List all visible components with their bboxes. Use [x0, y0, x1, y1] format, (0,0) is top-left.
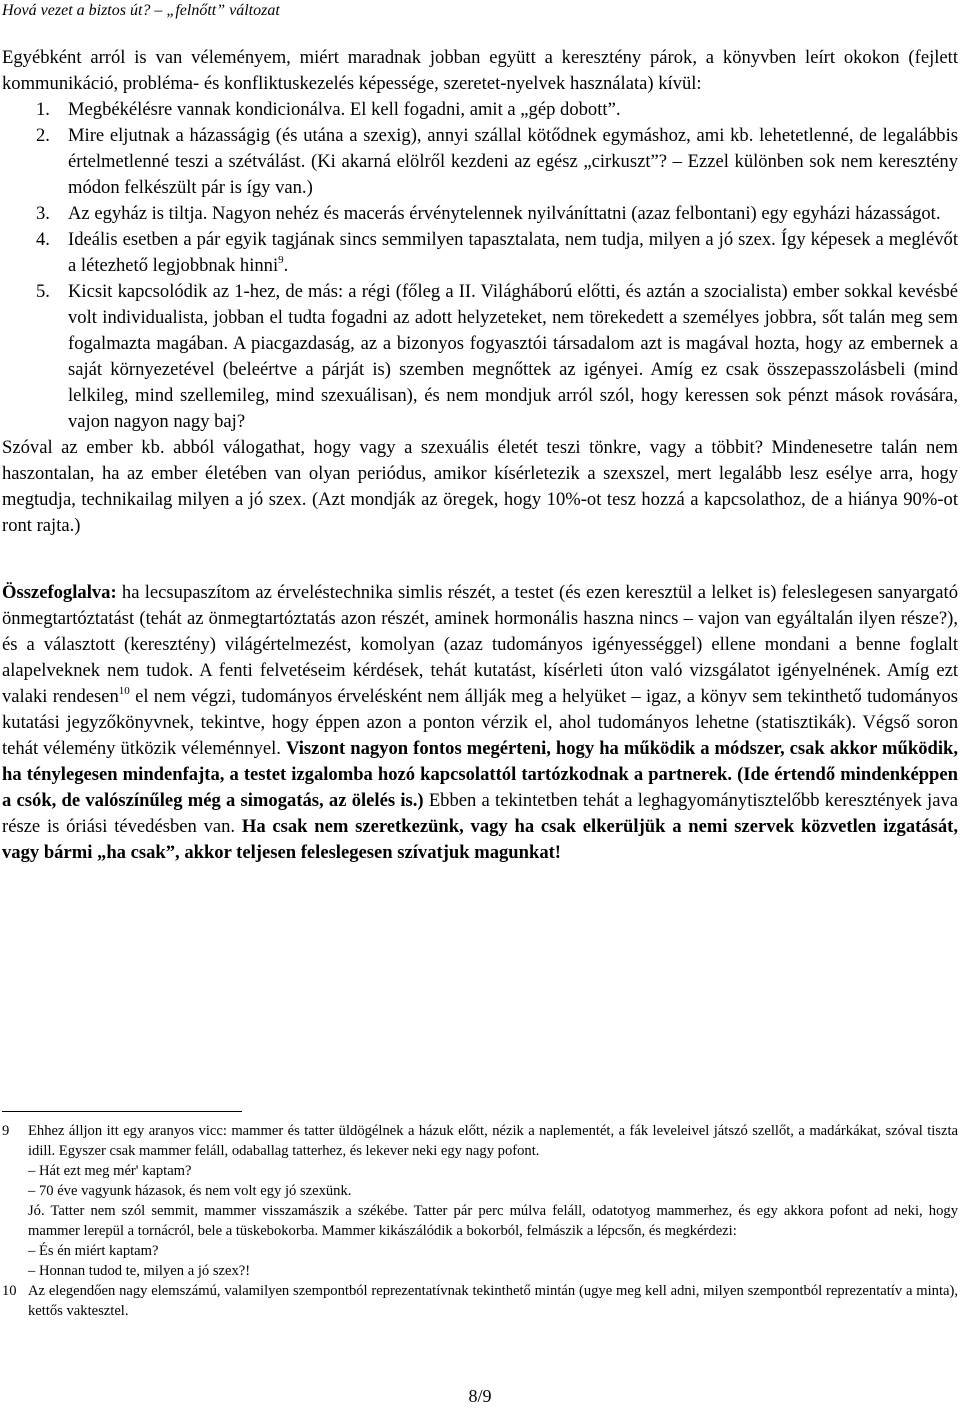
footnote-10	[2, 1281, 958, 1321]
footnote-ref-10[interactable]: 10	[118, 685, 130, 697]
list-item	[2, 97, 958, 123]
list-item-number: 1.	[36, 99, 50, 120]
list-item-number: 4.	[36, 229, 50, 250]
list-item-text: Mire eljutnak a házasságig (és utána a szexig), annyi szállal kötődnek egymáshoz, ami kb. lehetetlenné, de legalábbis értelmetlenné teszi a szétválást. (Ki akarná elölről kezdeni az egész „cirkuszt”? – Ezzel különben sok nem keresztény módon felkészült pár is így van.)	[68, 125, 958, 198]
running-header: Hová vezet a biztos út? – „felnőtt” változat	[2, 2, 280, 19]
conclusion-paragraph: Szóval az ember kb. abból válogathat, hogy vagy a szexuális életét teszi tönkre, vagy a többit? Mindenesetre talán nem haszontalan, ha az ember életében van olyan periódus, amikor kísérletezik a szexszel, mert legalább lesz esélye arra, hogy megtudja, technikailag milyen a jó szex. (Azt mondják az öregek, hogy 10%-ot tesz hozzá a kapcsolathoz, de a hiánya 90%-ot ront rajta.)	[2, 437, 958, 536]
list-item-text: Az egyház is tiltja. Nagyon nehéz és macerás érvénytelennek nyilváníttatni (azaz felbontani) egy egyházi házasságot.	[68, 203, 941, 224]
list-item-text: Ideális esetben a pár egyik tagjának sincs semmilyen tapasztalata, nem tudja, milyen a jó szex. Így képesek a meglévőt a létezhető legjobbnak hinni	[68, 229, 958, 276]
list-item-text-end: .	[283, 255, 289, 276]
footnote-line: Ehhez álljon itt egy aranyos vicc: mammer és tatter üldögélnek a házuk előtt, nézik a naplementét, a fák leveleivel játszó szellőt, a madárkákat, szóval tiszta idill. Egyszer csak mammer feláll, odaballag tatterhez, és lekever neki egy nagy pofont.	[28, 1123, 958, 1159]
list-item-text: Kicsit kapcsolódik az 1-hez, de más: a régi (főleg a II. Világháború előtti, és aztán a szocialista) ember sokkal kevésbé volt individualista, jobban el tudta fogadni az adott helyzeteket, nem törekedett a személyes jobbra, sőt talán meg sem fogalmazta magában. A piacgazdaság, az a bizonyos fogyasztói társadalom azt is magával hozta, hogy az embernek a saját környezetével (beleértve a párját is) szemben megnőttek az igényei. Amíg ez csak összepasszolásbeli (mind lelkileg, mind szellemileg, mind szexuálisan), és nem mondjuk arról szól, hogy keressen sok pénzt mások rovására, vajon nagyon nagy baj?	[68, 281, 958, 432]
list-item-number: 2.	[36, 125, 50, 146]
footnote-line: – 70 éve vagyunk házasok, és nem volt egy jó szexünk.	[28, 1183, 352, 1199]
reasons-list	[2, 97, 958, 435]
footnote-number: 9	[2, 1123, 10, 1139]
footnote-line: Az elegendően nagy elemszámú, valamilyen szempontból reprezentatívnak tekinthető mintán (ugye meg kell adni, milyen szempontból reprezentatív a minta), kettős vaktesztel.	[28, 1283, 958, 1319]
summary-bold-1: Viszont nagyon fontos megérteni, hogy ha működik a módszer, csak akkor működik, ha ténylegesen mindenfajta, a testet izgalomba hozó kapcsolattól tartózkodnak a partnerek. (Ide értendő mindenképpen a csók, de valószínűleg még a simogatás, az ölelés is.)	[2, 738, 959, 811]
footnote-number: 10	[2, 1283, 17, 1299]
footnote-separator	[2, 1111, 242, 1112]
summary-text-1: ha lecsupaszítom az érveléstechnika simlis részét, a testet (és ezen keresztül a lelket is) feleslegesen sanyargató önmegtartóztatást (tehát az önmegtartóztatás azon részét, aminek hormonális haszna nincs – vajon van egyáltalán ilyen része?), és a választott (keresztény) világértelmezést, komolyan (azaz tudományos igényességgel) ellene mondani a benne foglalt alapelveknek nem tudok. A fenti felvetéseim kérdések, tehát kutatást, kísérleti úton való vizsgálatot igényelnének. Amíg ezt valaki rendesen	[2, 582, 958, 707]
page-number: 8/9	[468, 1386, 492, 1406]
footnote-line: – És én miért kaptam?	[28, 1243, 159, 1259]
summary-label: Összefoglalva:	[2, 582, 117, 603]
footnote-line: Jó. Tatter nem szól semmit, mammer visszamászik a székébe. Tatter pár perc múlva feláll, odatotyog mammerhez, és egy akkora pofont ad neki, hogy mammer lerepül a tornácról, bele a tüskebokorba. Mammer kikászálódik a bokorból, felmászik a lépcsőn, és megkérdezi:	[28, 1203, 958, 1239]
list-item-number: 3.	[36, 203, 50, 224]
footnotes	[2, 1121, 958, 1321]
list-item	[2, 227, 958, 279]
footnote-line: – Honnan tudod te, milyen a jó szex?!	[28, 1263, 251, 1279]
footnote-line: – Hát ezt meg mér' kaptam?	[28, 1163, 192, 1179]
summary-bold-2: Ha csak nem szeretkezünk, vagy ha csak elkerüljük a nemi szervek közvetlen izgatását, vagy bármi „ha csak”, akkor teljesen feleslegesen szívatjuk magunkat!	[2, 816, 958, 863]
footnote-9	[2, 1121, 958, 1281]
main-text	[2, 45, 958, 866]
footnote-ref-9[interactable]: 9	[278, 254, 284, 266]
summary-text-3: Ebben a tekintetben tehát a leghagyománytisztelőbb keresztények java része is óriási tévedésben van.	[2, 790, 959, 837]
intro-paragraph: Egyébként arról is van véleményem, miért maradnak jobban együtt a keresztény párok, a könyvben leírt okokon (fejlett kommunikáció, probléma- és konfliktuskezelés képessége, szeretet-nyelvek használata) kívül:	[2, 47, 958, 94]
list-item	[2, 279, 958, 435]
list-item-text: Megbékélésre vannak kondicionálva. El kell fogadni, amit a „gép dobott”.	[68, 99, 621, 120]
list-item	[2, 201, 958, 227]
list-item	[2, 123, 958, 201]
list-item-number: 5.	[36, 281, 50, 302]
summary-paragraph	[2, 580, 958, 866]
summary-text-2: el nem végzi, tudományos érvelésként nem állják meg a helyüket – igaz, a könyv sem tekinthető tudományos kutatási jegyzőkönyvnek, tekintve, hogy éppen azon a ponton vérzik el, ahol tudományos lehetne (statisztikák). Végső soron tehát vélemény ütközik véleménnyel.	[2, 686, 958, 759]
